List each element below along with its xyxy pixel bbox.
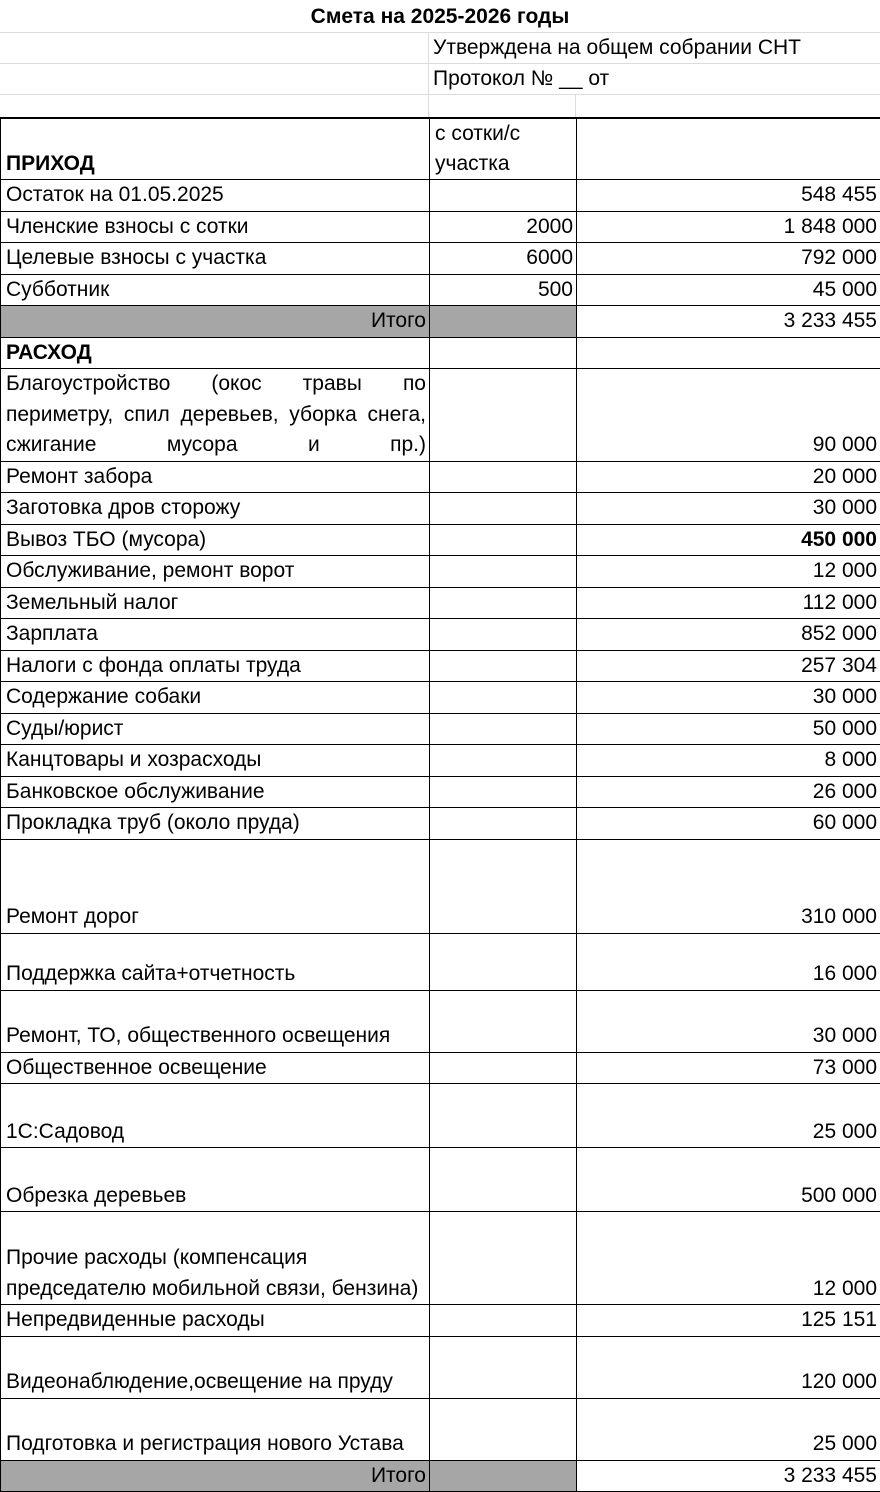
expense-amount: 50 000	[577, 713, 880, 745]
expense-label: Непредвиденные расходы	[1, 1305, 430, 1337]
table-row	[1, 808, 880, 840]
expense-amount: 60 000	[577, 808, 880, 840]
expense-label: Поддержка сайта+отчетность	[1, 933, 430, 990]
expense-label: Ремонт дорог	[1, 839, 430, 933]
income-label: Членские взносы с сотки	[1, 211, 430, 243]
expense-amount: 125 151	[577, 1305, 880, 1337]
expense-amount: 16 000	[577, 933, 880, 990]
expense-amount: 500 000	[577, 1148, 880, 1212]
expense-header-row	[1, 337, 880, 369]
expense-label: Ремонт, ТО, общественного освещения	[1, 990, 430, 1052]
table-row	[1, 1398, 880, 1460]
protocol-note: Протокол № __ от	[433, 64, 609, 94]
expense-amount: 30 000	[577, 990, 880, 1052]
empty-cell	[430, 933, 577, 990]
table-row	[1, 682, 880, 714]
table-row	[1, 1084, 880, 1148]
table-row	[1, 1212, 880, 1305]
table-row	[1, 461, 880, 493]
income-total-label: Итого	[1, 306, 430, 338]
expense-label: Обслуживание, ремонт ворот	[1, 556, 430, 588]
income-rate	[430, 180, 577, 212]
table-row	[1, 180, 880, 212]
table-row	[1, 1305, 880, 1337]
expense-amount: 852 000	[577, 619, 880, 651]
expense-amount: 8 000	[577, 745, 880, 777]
table-row	[1, 745, 880, 777]
table-row	[1, 619, 880, 651]
income-header: ПРИХОД	[1, 118, 430, 180]
amount-column-header	[577, 118, 880, 180]
empty-cell	[430, 369, 577, 462]
expense-amount: 450 000	[577, 524, 880, 556]
table-row	[1, 1336, 880, 1398]
expense-label: Общественное освещение	[1, 1052, 430, 1084]
empty-cell	[430, 1052, 577, 1084]
expense-amount: 30 000	[577, 682, 880, 714]
table-row	[1, 839, 880, 933]
empty-cell	[430, 1305, 577, 1337]
income-label: Субботник	[1, 274, 430, 306]
income-label: Остаток на 01.05.2025	[1, 180, 430, 212]
empty-cell	[430, 808, 577, 840]
income-rate: 6000	[430, 243, 577, 275]
expense-total-label: Итого	[1, 1460, 430, 1492]
table-row	[1, 1052, 880, 1084]
grid-line	[575, 94, 576, 117]
expense-total-blank	[430, 1460, 577, 1492]
grid-line	[0, 94, 880, 95]
income-amount: 792 000	[577, 243, 880, 275]
empty-cell	[430, 650, 577, 682]
expense-amount: 26 000	[577, 776, 880, 808]
empty-cell	[430, 682, 577, 714]
table-row	[1, 369, 880, 462]
expense-label: Канцтовары и хозрасходы	[1, 745, 430, 777]
empty-cell	[430, 337, 577, 369]
expense-label: Налоги с фонда оплаты труда	[1, 650, 430, 682]
table-row	[1, 776, 880, 808]
expense-label: Содержание собаки	[1, 682, 430, 714]
income-total-row	[1, 306, 880, 338]
budget-table	[0, 117, 880, 1492]
income-amount: 548 455	[577, 180, 880, 212]
empty-cell	[430, 1398, 577, 1460]
table-row	[1, 524, 880, 556]
empty-cell	[430, 1148, 577, 1212]
expense-label: Подготовка и регистрация нового Устава	[1, 1398, 430, 1460]
empty-cell	[430, 461, 577, 493]
expense-amount: 12 000	[577, 1212, 880, 1305]
empty-cell	[430, 713, 577, 745]
expense-amount: 25 000	[577, 1398, 880, 1460]
empty-cell	[430, 839, 577, 933]
expense-total-row	[1, 1460, 880, 1492]
empty-cell	[577, 337, 880, 369]
expense-amount: 112 000	[577, 587, 880, 619]
table-row	[1, 990, 880, 1052]
empty-cell	[430, 745, 577, 777]
expense-label: 1С:Садовод	[1, 1084, 430, 1148]
table-row	[1, 650, 880, 682]
expense-amount: 120 000	[577, 1336, 880, 1398]
expense-amount: 73 000	[577, 1052, 880, 1084]
table-row	[1, 556, 880, 588]
table-row	[1, 274, 880, 306]
expense-amount: 310 000	[577, 839, 880, 933]
expense-label: Земельный налог	[1, 587, 430, 619]
expense-amount: 20 000	[577, 461, 880, 493]
empty-cell	[430, 619, 577, 651]
empty-cell	[430, 493, 577, 525]
table-row	[1, 713, 880, 745]
empty-cell	[430, 556, 577, 588]
income-header-row	[1, 118, 880, 180]
grid-line	[428, 33, 429, 117]
expense-amount: 90 000	[577, 369, 880, 462]
expense-label: Заготовка дров сторожу	[1, 493, 430, 525]
expense-total-amount: 3 233 455	[577, 1460, 880, 1492]
income-label: Целевые взносы с участка	[1, 243, 430, 275]
table-row	[1, 587, 880, 619]
expense-label: Зарплата	[1, 619, 430, 651]
income-total-blank	[430, 306, 577, 338]
approval-note: Утверждена на общем собрании СНТ	[433, 33, 801, 63]
expense-label: Суды/юрист	[1, 713, 430, 745]
income-amount: 45 000	[577, 274, 880, 306]
table-row	[1, 1148, 880, 1212]
expense-label: Прочие расходы (компенсация председателю мобильной связи, бензина)	[1, 1212, 430, 1305]
expense-amount: 12 000	[577, 556, 880, 588]
expense-label: Обрезка деревьев	[1, 1148, 430, 1212]
expense-label: Банковское обслуживание	[1, 776, 430, 808]
income-rate: 2000	[430, 211, 577, 243]
income-amount: 1 848 000	[577, 211, 880, 243]
empty-cell	[430, 524, 577, 556]
empty-cell	[430, 1084, 577, 1148]
rate-column-header: с сотки/с участка	[430, 118, 577, 180]
expense-label: Видеонаблюдение,освещение на пруду	[1, 1336, 430, 1398]
expense-header: РАСХОД	[1, 337, 430, 369]
expense-amount: 25 000	[577, 1084, 880, 1148]
table-row	[1, 933, 880, 990]
table-row	[1, 493, 880, 525]
income-total-amount: 3 233 455	[577, 306, 880, 338]
expense-label: Прокладка труб (около пруда)	[1, 808, 430, 840]
expense-label: Вывоз ТБО (мусора)	[1, 524, 430, 556]
empty-cell	[430, 587, 577, 619]
expense-amount: 30 000	[577, 493, 880, 525]
table-row	[1, 211, 880, 243]
income-rate: 500	[430, 274, 577, 306]
expense-label: Благоустройство (окос травы по периметру, спил деревьев, уборка снега, сжигание мусора и пр.)	[1, 369, 430, 462]
empty-cell	[430, 776, 577, 808]
empty-cell	[430, 990, 577, 1052]
empty-cell	[430, 1212, 577, 1305]
expense-label: Ремонт забора	[1, 461, 430, 493]
empty-cell	[430, 1336, 577, 1398]
sheet-title: Смета на 2025-2026 годы	[0, 0, 880, 33]
table-row	[1, 243, 880, 275]
expense-amount: 257 304	[577, 650, 880, 682]
